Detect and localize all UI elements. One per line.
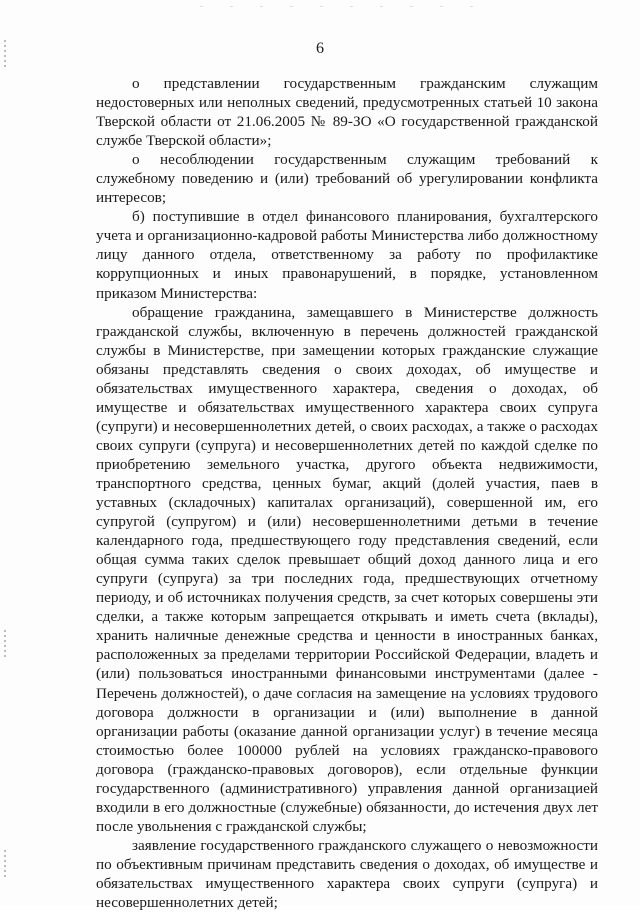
scan-edge-mark xyxy=(4,850,6,880)
page-number: 6 xyxy=(316,40,324,57)
scan-edge-mark xyxy=(4,630,6,658)
scan-artifact xyxy=(200,6,500,7)
document-body xyxy=(96,74,598,912)
paragraph: обращение гражданина, замещавшего в Министерстве должность гражданской службы, включенную в перечень должностей гражданской службы в Министерстве, при замещении которых гражданские служащие обязаны представлять сведения о своих доходах, об имуществе и обязательствах имущественного характера, сведения о доходах, об имуществе и обязательствах имущественного характера своих супруга (супруги) и несовершеннолетних детей, о своих расходах, а также о расходах своих супруги (супруга) и несовершеннолетних детей по каждой сделке по приобретению земельного участка, другого объекта недвижимости, транспортного средства, ценных бумаг, акций (долей участия, паев в уставных (складочных) капиталах организаций), совершенной им, его супругой (супругом) и (или) несовершеннолетними детьми в течение календарного года, предшествующего году представления сведений, если общая сумма таких сделок превышает общий доход данного лица и его супруги (супруга) за три последних года, предшествующих отчетному периоду, и об источниках получения средств, за счет которых совершены эти сделки, а также которым запрещается открывать и иметь счета (вклады), хранить наличные денежные средства и ценности в иностранных банках, расположенных за пределами территории Российской Федерации, владеть и (или) пользоваться иностранными финансовыми инструментами (далее - Перечень должностей), о даче согласия на замещение на условиях трудового договора должности в организации и (или) выполнение в данной организации работы (оказание данной организации услуг) в течение месяца стоимостью более 100000 рублей на условиях гражданско-правового договора (гражданско-правовых договоров), если отдельные функции государственного (административного) управления данной организацией входили в его должностные (служебные) обязанности, до истечения двух лет после увольнения с гражданской службы; xyxy=(96,303,598,835)
paragraph: о несоблюдении государственным служащим требований к служебному поведению и (или) требований об урегулировании конфликта интересов; xyxy=(96,151,598,207)
paragraph: б) поступившие в отдел финансового планирования, бухгалтерского учета и организационно-кадровой работы Министерства либо должностному лицу данного отдела, ответственному за работу по профилактике коррупционных и иных правонарушений, в порядке, установленном приказом Министерства: xyxy=(96,208,598,302)
paragraph: заявление государственного гражданского служащего о невозможности по объективным причинам представить сведения о доходах, об имуществе и обязательствах имущественного характера своих супруги (супруга) и несовершеннолетних детей; xyxy=(96,836,598,912)
paragraph: о представлении государственным гражданским служащим недостоверных или неполных сведений, предусмотренных статьей 10 закона Тверской области от 21.06.2005 № 89-ЗО «О государственной гражданской службе Тверской области»; xyxy=(96,75,598,150)
